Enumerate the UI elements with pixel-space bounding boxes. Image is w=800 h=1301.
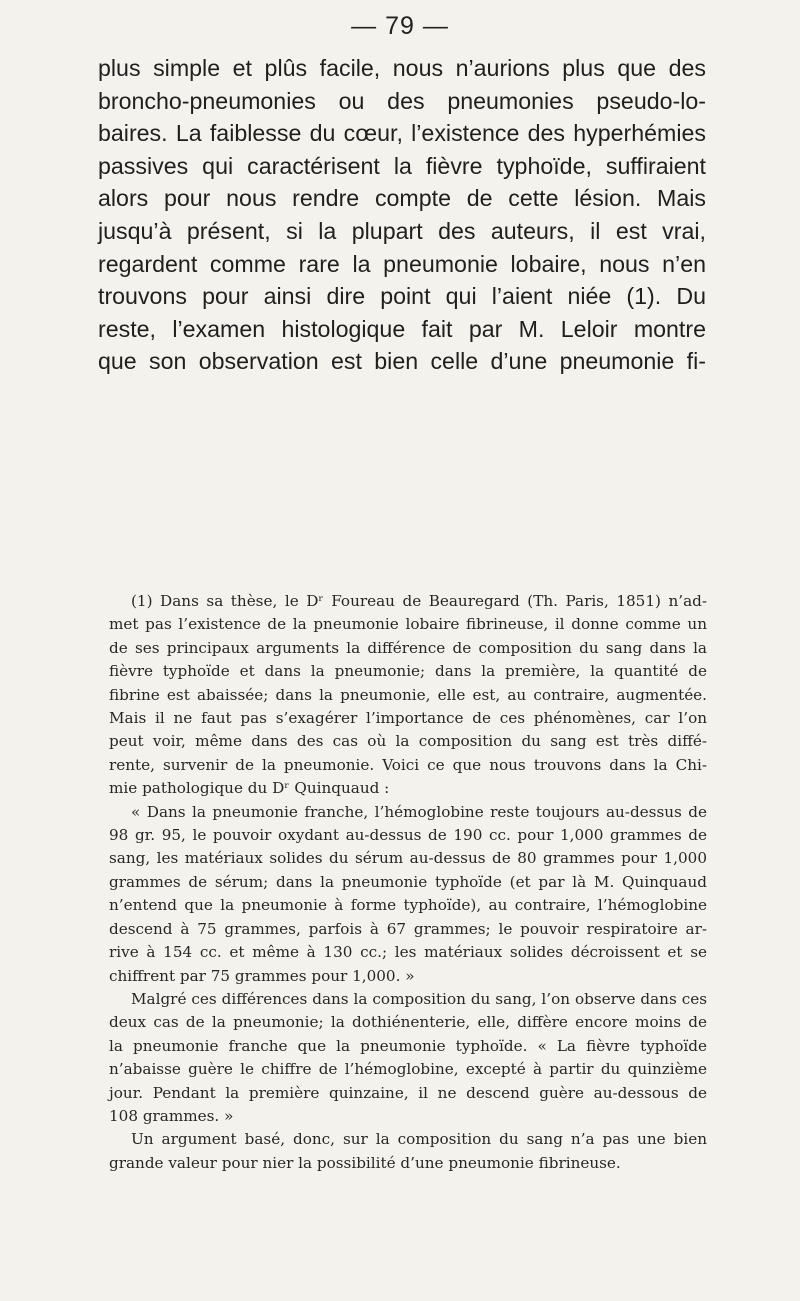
- page-number: — 79 —: [351, 12, 449, 40]
- main-text-line: baires. La faiblesse du cœur, l’existence des hyperhémies: [98, 120, 706, 147]
- footnote-line: Mais il ne faut pas s’exagérer l’importance de ces phénomènes, car l’on: [109, 709, 707, 728]
- footnote-line: grande valeur pour nier la possibilité d’une pneumonie fibrineuse.: [109, 1153, 621, 1172]
- footnote-line: fièvre typhoïde et dans la pneumonie; dans la première, la quantité de: [109, 662, 707, 681]
- footnote: [109, 590, 707, 1175]
- footnote-quote-line: grammes de sérum; dans la pneumonie typhoïde (et par là M. Quinquaud: [109, 872, 707, 891]
- footnote-quote-line: descend à 75 grammes, parfois à 67 grammes; le pouvoir respiratoire ar-: [109, 919, 707, 938]
- footnote-line: n’abaisse guère le chiffre de l’hémoglobine, excepté à partir du quinzième: [109, 1060, 707, 1079]
- main-text-line: passives qui caractérisent la fièvre typhoïde, suffiraient: [98, 152, 706, 179]
- footnote-quote-line: 98 gr. 95, le pouvoir oxydant au-dessus de 190 cc. pour 1,000 grammes de: [109, 826, 707, 845]
- footnote-line: met pas l’existence de la pneumonie lobaire fibrineuse, il donne comme un: [109, 615, 707, 634]
- main-text-line: que son observation est bien celle d’une pneumonie fi-: [98, 348, 706, 375]
- footnote-line: (1) Dans sa thèse, le Dʳ Foureau de Beauregard (Th. Paris, 1851) n’ad-: [131, 592, 707, 610]
- footnote-line: rente, survenir de la pneumonie. Voici ce que nous trouvons dans la Chi-: [109, 755, 707, 774]
- main-text-line: jusqu’à présent, si la plupart des auteurs, il est vrai,: [98, 217, 706, 244]
- main-text-line: broncho-pneumonies ou des pneumonies pseudo-lo-: [98, 87, 706, 114]
- footnote-line: peut voir, même dans des cas où la composition du sang est très diffé-: [109, 732, 707, 751]
- footnote-line: Malgré ces différences dans la composition du sang, l’on observe dans ces: [131, 989, 707, 1008]
- main-text-line: trouvons pour ainsi dire point qui l’aient niée (1). Du: [98, 283, 706, 310]
- footnote-line: la pneumonie franche que la pneumonie typhoïde. « La fièvre typhoïde: [109, 1036, 707, 1055]
- footnote-line: jour. Pendant la première quinzaine, il ne descend guère au-dessous de: [109, 1083, 707, 1102]
- footnote-quote-line: « Dans la pneumonie franche, l’hémoglobine reste toujours au-dessus de: [131, 802, 707, 821]
- main-text-line: regardent comme rare la pneumonie lobaire, nous n’en: [98, 250, 706, 277]
- footnote-quote-line: chiffrent par 75 grammes pour 1,000. »: [109, 966, 415, 985]
- footnote-quote-line: rive à 154 cc. et même à 130 cc.; les matériaux solides décroissent et se: [109, 943, 707, 962]
- footnote-line: 108 grammes. »: [109, 1106, 234, 1125]
- footnote-line: deux cas de la pneumonie; la dothiénenterie, elle, diffère encore moins de: [109, 1013, 707, 1032]
- footnote-line: de ses principaux arguments la différence de composition du sang dans la: [109, 638, 707, 657]
- footnote-line: mie pathologique du Dʳ Quinquaud :: [109, 779, 390, 798]
- footnote-quote-line: n’entend que la pneumonie à forme typhoïde), au contraire, l’hémoglobine: [109, 896, 707, 915]
- footnote-line: Un argument basé, donc, sur la composition du sang n’a pas une bien: [131, 1130, 707, 1149]
- main-text-line: alors pour nous rendre compte de cette lésion. Mais: [98, 185, 706, 212]
- footnote-quote-line: sang, les matériaux solides du sérum au-dessus de 80 grammes pour 1,000: [109, 849, 707, 868]
- main-paragraph: [98, 52, 706, 378]
- footnote-line: fibrine est abaissée; dans la pneumonie, elle est, au contraire, augmentée.: [109, 685, 707, 704]
- main-text-line: plus simple et plûs facile, nous n’aurions plus que des: [98, 55, 706, 81]
- main-text-line: reste, l’examen histologique fait par M. Leloir montre: [98, 315, 706, 342]
